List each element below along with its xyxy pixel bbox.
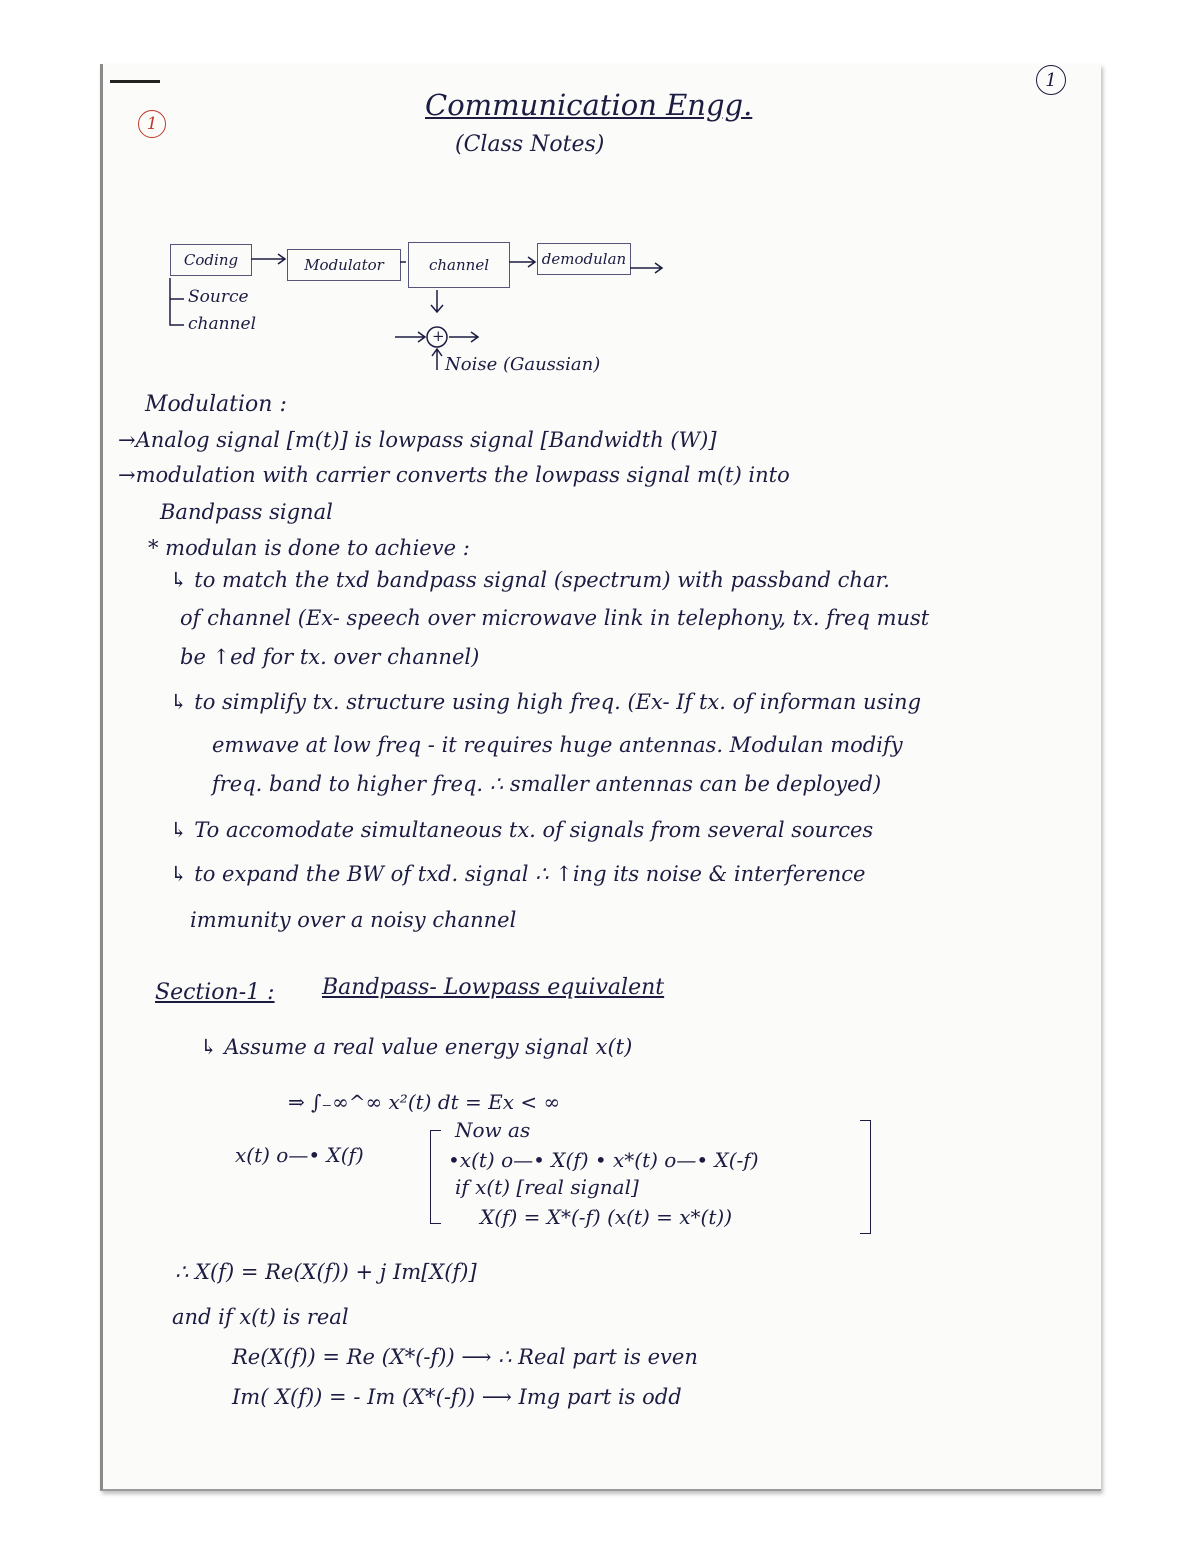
reason-2-line-1: ↳ to simplify tx. structure using high freq. (Ex- If tx. of informan using	[170, 690, 922, 714]
arrow-channel-down	[431, 290, 443, 312]
bracket-right	[860, 1120, 871, 1234]
fourier-pair: x(t) o—• X(f)	[235, 1143, 364, 1167]
section-label: Section-1 :	[155, 980, 275, 1005]
coding-item-channel: channel	[188, 314, 256, 334]
arrow-noise-up	[432, 349, 442, 370]
reason-1-line-2: of channel (Ex- speech over microwave link in telephony, tx. freq must	[180, 606, 930, 630]
demodulator-block-label: demodulan	[541, 250, 627, 268]
reason-1-line-3: be ↑ed for tx. over channel)	[180, 645, 480, 669]
noise-label: Noise (Gaussian)	[445, 354, 601, 375]
coding-branch	[170, 278, 184, 325]
page-title: Communication Engg.	[425, 88, 753, 122]
reason-3-line-1: ↳ To accomodate simultaneous tx. of signals from several sources	[170, 818, 874, 842]
arrow-channel-demod	[509, 257, 535, 267]
arrow-coding-modulator	[251, 254, 285, 264]
adder-symbol: +	[432, 327, 445, 345]
diagram-arrows	[0, 0, 1200, 400]
bracket-left	[430, 1130, 441, 1224]
reason-1-line-1: ↳ to match the txd bandpass signal (spectrum) with passband char.	[170, 568, 890, 592]
reason-4-line-1: ↳ to expand the BW of txd. signal ∴ ↑ing its noise & interference	[170, 862, 866, 886]
arrow-out-adder	[449, 332, 478, 342]
modulation-line-2: →modulation with carrier converts the lowpass signal m(t) into	[118, 463, 790, 487]
reason-4-line-2: immunity over a noisy channel	[190, 908, 517, 932]
even-equation: Re(X(f)) = Re (X*(-f)) ⟶ ∴ Real part is even	[232, 1345, 698, 1369]
page-subtitle: (Class Notes)	[455, 132, 605, 157]
bracket-line-3: if x(t) [real signal]	[455, 1175, 639, 1199]
channel-block-label: channel	[429, 256, 489, 274]
modulation-heading: Modulation :	[145, 392, 287, 417]
bracket-line-1: Now as	[455, 1118, 531, 1142]
real-condition: and if x(t) is real	[172, 1305, 349, 1329]
energy-equation: ⇒ ∫₋∞^∞ x²(t) dt = Ex < ∞	[288, 1090, 561, 1114]
modulation-line-4: * modulan is done to achieve :	[148, 536, 470, 560]
modulation-line-1: →Analog signal [m(t)] is lowpass signal [Bandwidth (W)]	[118, 428, 717, 452]
modulation-line-3: Bandpass signal	[160, 500, 333, 524]
bracket-line-2: •x(t) o—• X(f) • x*(t) o—• X(-f)	[448, 1148, 759, 1172]
page-number-text: 1	[1045, 69, 1057, 91]
assume-line: ↳ Assume a real value energy signal x(t)	[200, 1035, 633, 1059]
coding-item-source: Source	[188, 287, 249, 307]
result-equation: ∴ X(f) = Re(X(f)) + j Im[X(f)]	[175, 1260, 477, 1284]
reason-2-line-2: emwave at low freq - it requires huge antennas. Modulan modify	[212, 733, 903, 757]
section-title: Bandpass- Lowpass equivalent	[322, 975, 665, 1000]
arrow-demod-out	[630, 263, 662, 273]
reason-2-line-3: freq. band to higher freq. ∴ smaller antennas can be deployed)	[212, 772, 882, 796]
bracket-line-4: X(f) = X*(-f) (x(t) = x*(t))	[480, 1205, 733, 1229]
arrow-into-adder	[395, 332, 425, 342]
odd-equation: Im( X(f)) = - Im (X*(-f)) ⟶ Img part is odd	[232, 1385, 682, 1409]
coding-block-label: Coding	[183, 251, 239, 269]
modulator-block-label: Modulator	[304, 256, 384, 274]
margin-number-text: 1	[146, 114, 158, 134]
